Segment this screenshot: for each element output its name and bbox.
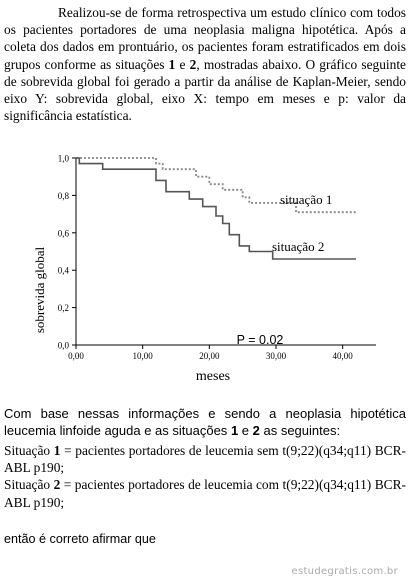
y-axis-label: sobrevida global: [32, 246, 47, 334]
situation-1-number: 1: [53, 443, 61, 458]
chart-axes: [76, 158, 376, 345]
y-tick-label: 1,0: [57, 153, 69, 164]
p-value-annotation: P = 0.02: [236, 333, 284, 347]
question-situation-1: 1: [230, 422, 239, 438]
kaplan-meier-chart: [8, 150, 388, 382]
situation-2-text: = pacientes portadores de leucemia com t(9;22)(q34;q11) BCR-ABL p190;: [4, 477, 406, 510]
question-paragraph: [4, 406, 406, 439]
question-text-a: Com base nessas informações e sendo a neoplasia hipotética leucemia linfoide aguda e as situações: [4, 406, 406, 438]
situation-1-line: [4, 442, 406, 476]
y-tick-label: 0,8: [57, 190, 69, 201]
legend-situacao-2: situação 2: [272, 239, 325, 254]
situation-1-label: Situação: [4, 443, 54, 458]
y-tick-label: 0,2: [57, 303, 69, 314]
x-tick-label: 20,00: [199, 351, 220, 361]
x-tick-label: 0,00: [68, 351, 84, 361]
x-tick-label: 30,00: [265, 351, 287, 361]
intro-and: e: [175, 56, 190, 72]
situation-2-label: Situação: [4, 477, 54, 493]
chart-ticks: [58, 154, 354, 362]
y-tick-label: 0,6: [57, 228, 69, 239]
y-tick-label: 0,0: [57, 340, 69, 351]
y-tick-label: 0,4: [57, 265, 69, 276]
intro-text-b: , mostradas abaixo. O gráfico seguinte de sobrevida global foi gerado a partir da análise de Kaplan-Meier, sendo eixo Y: sobrevida global, eixo X: tempo em meses e p: valor da significância estatística.: [4, 56, 407, 124]
situations-block: [4, 442, 406, 511]
intro-text-a: Realizou-se de forma retrospectiva um estudo clínico com todos os pacientes portadores de uma neoplasia maligna hipotética. Após a coleta dos dados em prontuário, os pacientes foram estratificados em dois grupos conforme as situações: [4, 5, 406, 72]
question-situation-2: 2: [252, 422, 260, 438]
x-tick-label: 10,00: [132, 351, 153, 361]
situation-1-text: = pacientes portadores de leucemia sem t(9;22)(q34;q11) BCR-ABL p190;: [4, 443, 406, 476]
question-text-b: as seguintes:: [259, 422, 341, 438]
x-axis-label: meses: [195, 369, 231, 382]
intro-situation-2: 2: [189, 56, 197, 72]
watermark: estudegratis.com.br: [291, 566, 398, 577]
situation-2-number: 2: [53, 477, 61, 493]
closing-text: então é correto afirmar que: [4, 532, 156, 546]
legend-situacao-1: situação 1: [280, 192, 333, 207]
x-tick-label: 40,00: [332, 351, 353, 361]
question-and: e: [238, 422, 253, 438]
intro-situation-1: 1: [168, 56, 176, 72]
situation-2-line: [4, 476, 406, 510]
intro-paragraph: [4, 4, 406, 124]
